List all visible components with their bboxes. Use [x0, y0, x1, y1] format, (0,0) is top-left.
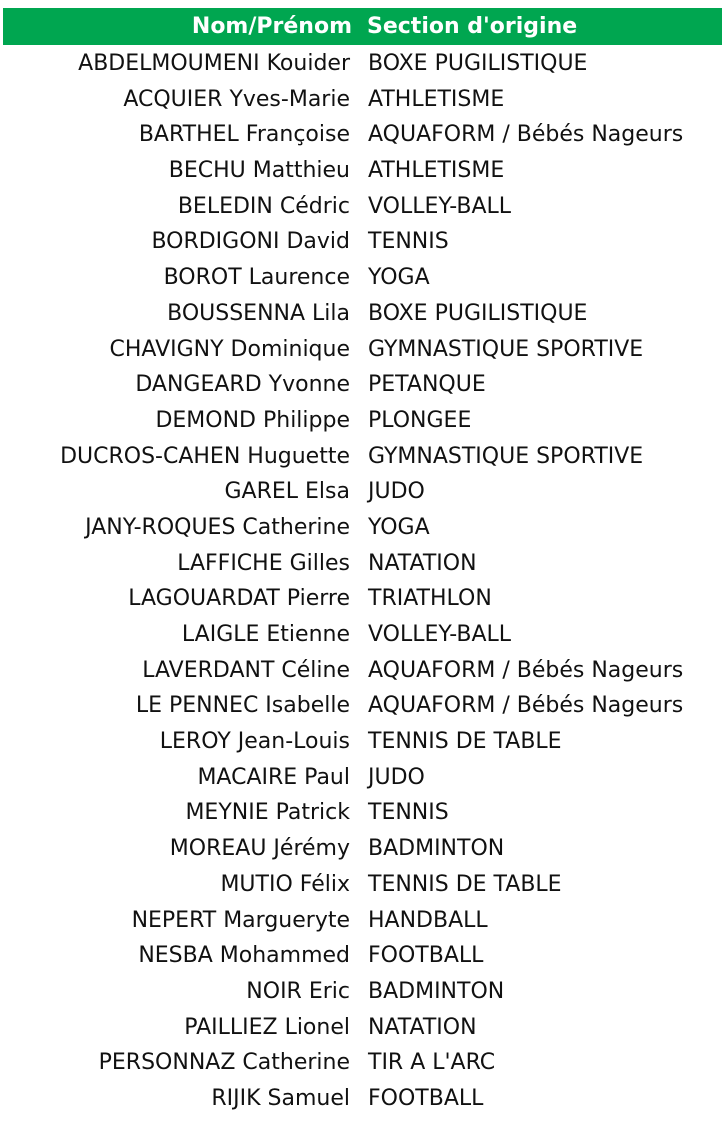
name-cell: ABDELMOUMENI Kouider	[78, 51, 350, 76]
name-cell: BARTHEL Françoise	[138, 122, 350, 148]
section-cell: GYMNASTIQUE SPORTIVE	[368, 443, 644, 469]
section-cell: FOOTBALL	[368, 1085, 484, 1111]
section-cell: ATHLETISME	[368, 86, 505, 112]
name-cell: RIJIK Samuel	[211, 1085, 350, 1111]
table-row	[0, 974, 725, 1010]
section-cell: AQUAFORM / Bébés Nageurs	[368, 693, 684, 719]
name-cell: LAIGLE Etienne	[181, 622, 350, 647]
section-cell: FOOTBALL	[368, 943, 484, 969]
table-row	[0, 546, 725, 582]
section-cell: JUDO	[368, 479, 425, 505]
section-cell: YOGA	[368, 265, 430, 291]
section-cell: BADMINTON	[368, 836, 505, 862]
table-header	[3, 8, 722, 45]
section-cell: VOLLEY-BALL	[368, 622, 512, 647]
table-row	[0, 189, 725, 225]
table-row	[0, 653, 725, 689]
name-cell: LEROY Jean-Louis	[159, 729, 350, 755]
name-cell: DUCROS-CAHEN Huguette	[60, 443, 350, 469]
table-row	[0, 1081, 725, 1117]
section-cell: TENNIS DE TABLE	[368, 871, 562, 897]
name-cell: NOIR Eric	[246, 978, 350, 1004]
table-row	[0, 1010, 725, 1046]
name-cell: LAVERDANT Céline	[142, 657, 350, 683]
section-cell: BADMINTON	[368, 978, 505, 1004]
name-cell: BOROT Laurence	[163, 265, 350, 291]
name-cell: MACAIRE Paul	[197, 764, 350, 790]
section-cell: HANDBALL	[368, 907, 488, 933]
section-cell: TIR A L'ARC	[368, 1050, 496, 1076]
table-row	[0, 724, 725, 760]
table-row	[0, 153, 725, 189]
section-cell: ATHLETISME	[368, 158, 505, 184]
section-cell: TENNIS DE TABLE	[368, 729, 562, 755]
column-header-section: Section d'origine	[367, 14, 578, 39]
table-row	[0, 82, 725, 118]
name-cell: MEYNIE Patrick	[185, 800, 350, 826]
table-row	[0, 795, 725, 831]
name-cell: NEPERT Margueryte	[131, 907, 350, 933]
table-body	[0, 46, 725, 1117]
name-cell: DANGEARD Yvonne	[135, 372, 350, 398]
table-row	[0, 581, 725, 617]
name-cell: MUTIO Félix	[220, 871, 350, 897]
section-cell: BOXE PUGILISTIQUE	[368, 300, 588, 326]
table-row	[0, 510, 725, 546]
section-cell: PLONGEE	[368, 407, 472, 433]
table-row	[0, 224, 725, 260]
table-row	[0, 403, 725, 439]
table-row	[0, 296, 725, 332]
name-cell: BECHU Matthieu	[168, 158, 350, 184]
section-cell: JUDO	[368, 764, 425, 790]
section-cell: GYMNASTIQUE SPORTIVE	[368, 336, 644, 362]
section-cell: NATATION	[368, 550, 477, 576]
section-cell: VOLLEY-BALL	[368, 193, 512, 219]
table-row	[0, 1045, 725, 1081]
table-row	[0, 903, 725, 939]
name-cell: DEMOND Philippe	[155, 407, 350, 433]
name-cell: PAILLIEZ Lionel	[184, 1014, 350, 1040]
table-row	[0, 117, 725, 153]
table-row	[0, 260, 725, 296]
section-cell: AQUAFORM / Bébés Nageurs	[368, 657, 684, 683]
section-cell: TRIATHLON	[368, 586, 492, 612]
section-cell: NATATION	[368, 1014, 477, 1040]
table-row	[0, 474, 725, 510]
name-cell: JANY-ROQUES Catherine	[85, 514, 350, 540]
table-row	[0, 688, 725, 724]
table-row	[0, 46, 725, 82]
table-row	[0, 332, 725, 368]
table-row	[0, 439, 725, 475]
name-cell: BOUSSENNA Lila	[167, 300, 350, 326]
name-cell: BORDIGONI David	[151, 229, 350, 255]
name-cell: NESBA Mohammed	[138, 943, 350, 969]
name-cell: LAGOUARDAT Pierre	[128, 586, 350, 612]
table-row	[0, 617, 725, 653]
section-cell: AQUAFORM / Bébés Nageurs	[368, 122, 684, 148]
table-row	[0, 938, 725, 974]
name-cell: LE PENNEC Isabelle	[135, 693, 350, 719]
name-cell: LAFFICHE Gilles	[177, 550, 350, 576]
name-cell: CHAVIGNY Dominique	[109, 336, 350, 362]
name-cell: GAREL Elsa	[224, 479, 350, 505]
table-row	[0, 760, 725, 796]
name-cell: BELEDIN Cédric	[177, 193, 350, 219]
table-row	[0, 831, 725, 867]
section-cell: PETANQUE	[368, 372, 486, 398]
section-cell: TENNIS	[368, 800, 449, 826]
name-cell: MOREAU Jérémy	[169, 836, 350, 862]
section-cell: TENNIS	[368, 229, 449, 255]
section-cell: BOXE PUGILISTIQUE	[368, 51, 588, 76]
section-cell: YOGA	[368, 514, 430, 540]
name-cell: ACQUIER Yves-Marie	[123, 86, 350, 112]
name-cell: PERSONNAZ Catherine	[98, 1050, 350, 1076]
table-row	[0, 367, 725, 403]
table-row	[0, 867, 725, 903]
column-header-name: Nom/Prénom	[191, 14, 352, 39]
